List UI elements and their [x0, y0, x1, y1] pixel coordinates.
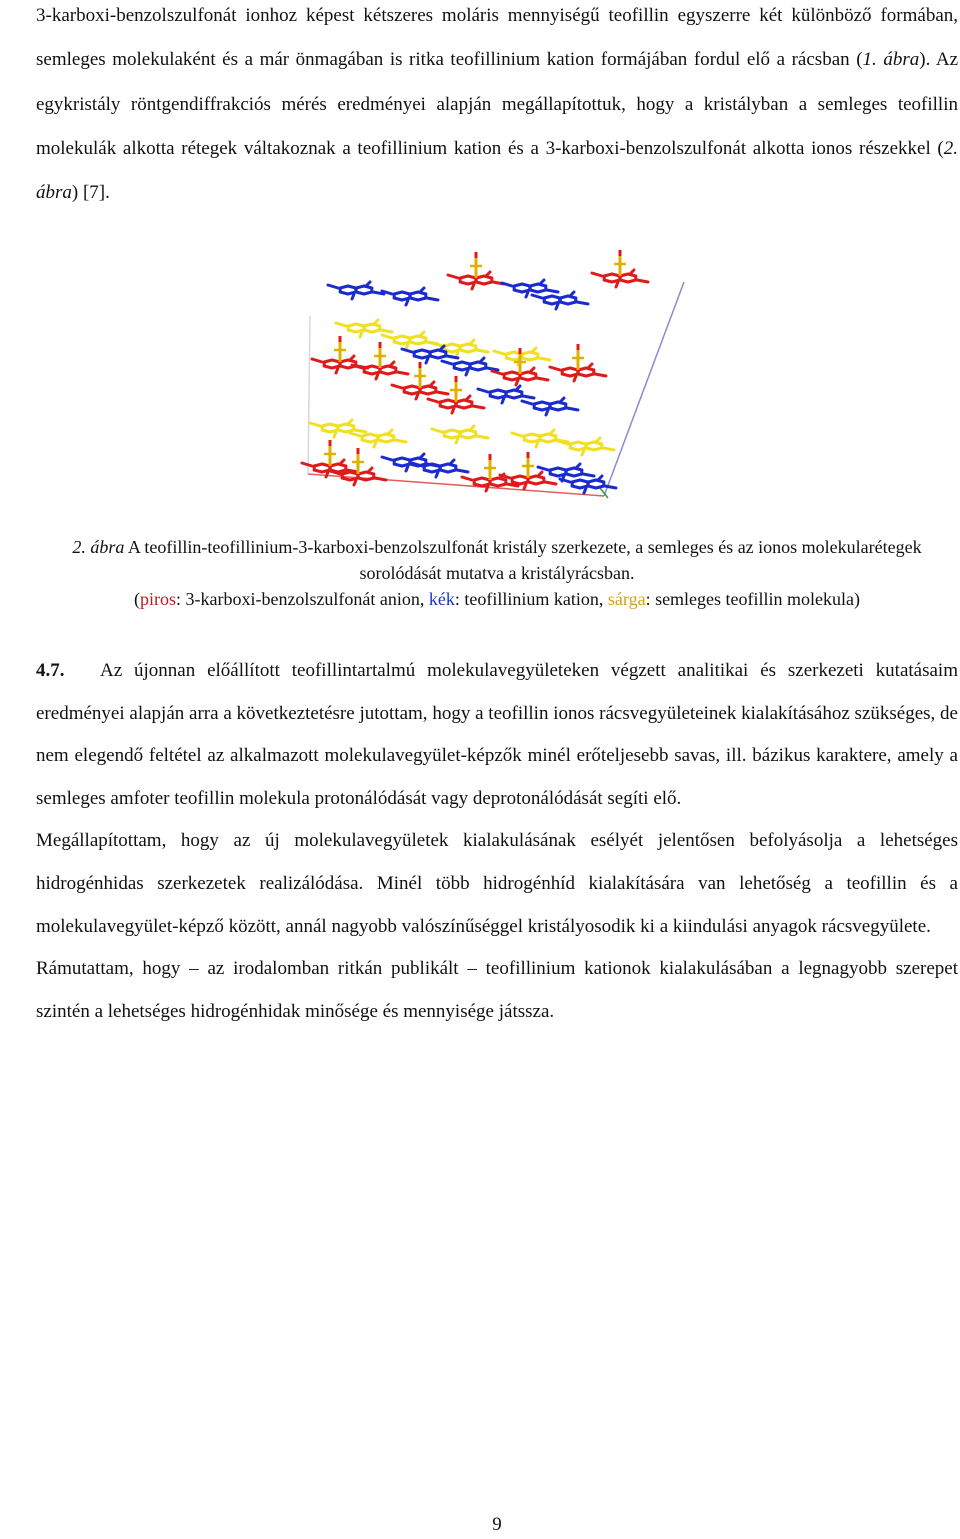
cation-molecule: [442, 358, 498, 375]
anion-molecule: [448, 252, 504, 289]
figure-ref-1: 1. ábra: [862, 49, 920, 71]
cation-molecule: [382, 454, 438, 471]
section-paragraph-2: [36, 820, 958, 948]
section-text-2: Megállapítottam, hogy az új molekulavegyületek kialakulásának esélyét jelentősen befolyásolja a lehetséges hidrogénhidas szerkezetek realizálódása. Minél több hidrogénhíd kialakítására van lehetőség a teofillin és a molekulavegyület-képző között, annál nagyobb valószínűséggel kristályosodik ki a kiindulási anyagok rácsvegyülete.: [36, 830, 958, 937]
anion-molecule: [352, 342, 408, 379]
section-paragraph-3: [36, 948, 958, 1033]
section-4-7: [36, 650, 958, 1033]
intro-paragraph: [36, 0, 958, 215]
cation-molecule: [502, 280, 558, 297]
section-paragraph-1: [36, 650, 958, 820]
anion-molecule: [592, 250, 648, 287]
neutral-molecule: [512, 430, 568, 447]
intro-text-2: ). Az egykristály röntgendiffrakciós mérés eredményei alapján megállapítottuk, hogy a kristályban a semleges teofillin molekulák alkotta rétegek váltakoznak a teofillinium kation és a 3-karboxi-benzolszulfonát alkotta ionos részekkel (: [36, 49, 958, 159]
cation-molecule: [538, 464, 594, 481]
neutral-molecule: [432, 426, 488, 443]
section-number: 4.7.: [36, 660, 65, 681]
figure-ref-2: 2. ábra: [36, 137, 958, 204]
cation-molecule: [382, 288, 438, 305]
anion-molecule: [392, 362, 448, 399]
section-text-3: Rámutattam, hogy – az irodalomban ritkán publikált – teofillinium kationok kialakulásában a legnagyobb szerepet szintén a lehetséges hidrogénhidak minősége és mennyisége játssza.: [36, 958, 958, 1022]
neutral-molecule: [382, 332, 438, 349]
figure-legend: [36, 586, 958, 612]
legend-red-text: : 3-karboxi-benzolszulfonát anion,: [175, 589, 429, 609]
legend-blue-text: : teofillinium kation,: [454, 589, 608, 609]
anion-molecule: [550, 344, 606, 381]
caption-label: 2. ábra: [72, 537, 125, 557]
page-number: 9: [492, 1514, 502, 1535]
cation-molecule: [478, 386, 534, 403]
legend-blue-label: kék: [428, 589, 455, 609]
anion-molecule: [330, 448, 386, 485]
cation-molecule: [328, 282, 384, 299]
crystal-structure-figure: [262, 248, 692, 506]
cation-molecule: [532, 292, 588, 309]
anion-molecule: [428, 376, 484, 413]
intro-text-1: 3-karboxi-benzolszulfonát ionhoz képest kétszeres moláris mennyiségű teofillin egyszerre két különböző formában, semleges molekulaként és a már önmagában is ritka teofillinium kation formájában fordul elő a rácsban (: [36, 5, 958, 71]
figure-caption: [36, 534, 958, 586]
legend-red-label: piros: [139, 589, 176, 609]
neutral-molecule: [350, 430, 406, 447]
cation-molecule: [402, 346, 458, 363]
section-text-1: Az újonnan előállított teofillintartalmú molekulavegyületeken végzett analitikai és szerkezeti kutatásaim eredményei alapján arra a következtetésre jutottam, hogy a teofillin ionos rácsvegyületeinek kialakításához szükséges, de nem elegendő feltétel az alkalmazott molekulavegyület-képzők minél erőteljesebb savas, ill. bázikus karaktere, amely a semleges amfoter teofillin molekula protonálódását vagy deprotonálódását segíti elő.: [36, 660, 958, 809]
caption-text: A teofillin-teofillinium-3-karboxi-benzolszulfonát kristály szerkezete, a semleges és az ionos molekularétegek sorolódását mutatva a kristályrácsban.: [124, 537, 922, 583]
intro-text-3: ) [7].: [71, 182, 110, 204]
cation-molecule: [522, 398, 578, 415]
cation-molecule: [412, 460, 468, 477]
legend-yellow-label: sárga: [607, 589, 646, 609]
crystal-structure-image: [262, 248, 692, 506]
legend-open: (: [133, 589, 140, 609]
legend-yellow-text: : semleges teofillin molekula): [645, 589, 861, 609]
